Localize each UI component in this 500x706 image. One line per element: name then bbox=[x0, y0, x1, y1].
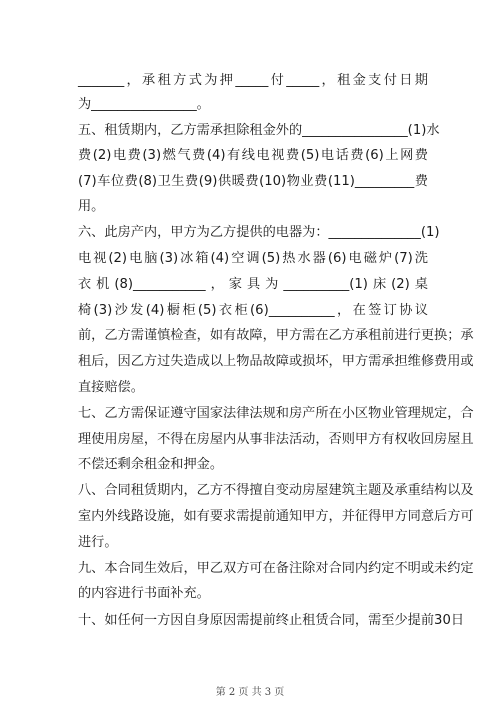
text-line: 的内容进行书面补充。 bbox=[78, 586, 210, 601]
text-line: _______，承租方式为押_____付_____，租金支付日期 bbox=[78, 73, 428, 88]
text-line: 七、乙方需保证遵守国家法律法规和房产所在小区物业管理规定，合 bbox=[78, 406, 474, 421]
text-line: 用。 bbox=[78, 199, 105, 214]
text-line: 费(2)电费(3)燃气费(4)有线电视费(5)电话费(6)上网费 bbox=[78, 148, 428, 163]
text-line: 前，乙方需谨慎检查，如有故障，甲方需在乙方承租前进行更换；承 bbox=[78, 328, 474, 343]
text-line: (7)车位费(8)卫生费(9)供暖费(10)物业费(11)_________费 bbox=[78, 174, 428, 189]
text-line: 五、租赁期内，乙方需承担除租金外的________________(1)水 bbox=[78, 123, 440, 138]
text-line: 电视(2)电脑(3)冰箱(4)空调(5)热水器(6)电磁炉(7)洗 bbox=[78, 251, 428, 266]
text-line: 为________________。 bbox=[78, 97, 210, 112]
page-number: 第 2 页 共 3 页 bbox=[215, 687, 285, 698]
text-line: 椅(3)沙发(4)橱柜(5)衣柜(6)__________，在签订协议 bbox=[78, 303, 428, 318]
text-line: 直接赔偿。 bbox=[78, 380, 144, 395]
text-line: 室内外线路设施，如有要求需提前通知甲方，并征得甲方同意后方可 bbox=[78, 509, 474, 524]
text-line: 租后，因乙方过失造成以上物品故障或损坏，甲方需承担维修费用或 bbox=[78, 354, 474, 369]
text-line: 衣机(8)___________，家具为__________(1)床(2)桌 bbox=[78, 277, 428, 292]
text-line: 六、此房产内，甲方为乙方提供的电器为：______________(1) bbox=[78, 225, 440, 240]
text-line: 八、合同租赁期内，乙方不得擅自变动房屋建筑主题及承重结构以及 bbox=[78, 483, 474, 498]
text-line: 九、本合同生效后，甲乙双方可在备注除对合同内约定不明或未约定 bbox=[78, 561, 474, 576]
text-line: 进行。 bbox=[78, 535, 118, 550]
text-line: 十、如任何一方因自身原因需提前终止租赁合同，需至少提前30日 bbox=[78, 613, 465, 628]
text-line: 理使用房屋，不得在房屋内从事非法活动，否则甲方有权收回房屋且 bbox=[78, 432, 474, 447]
text-line: 不偿还剩余租金和押金。 bbox=[78, 457, 224, 472]
